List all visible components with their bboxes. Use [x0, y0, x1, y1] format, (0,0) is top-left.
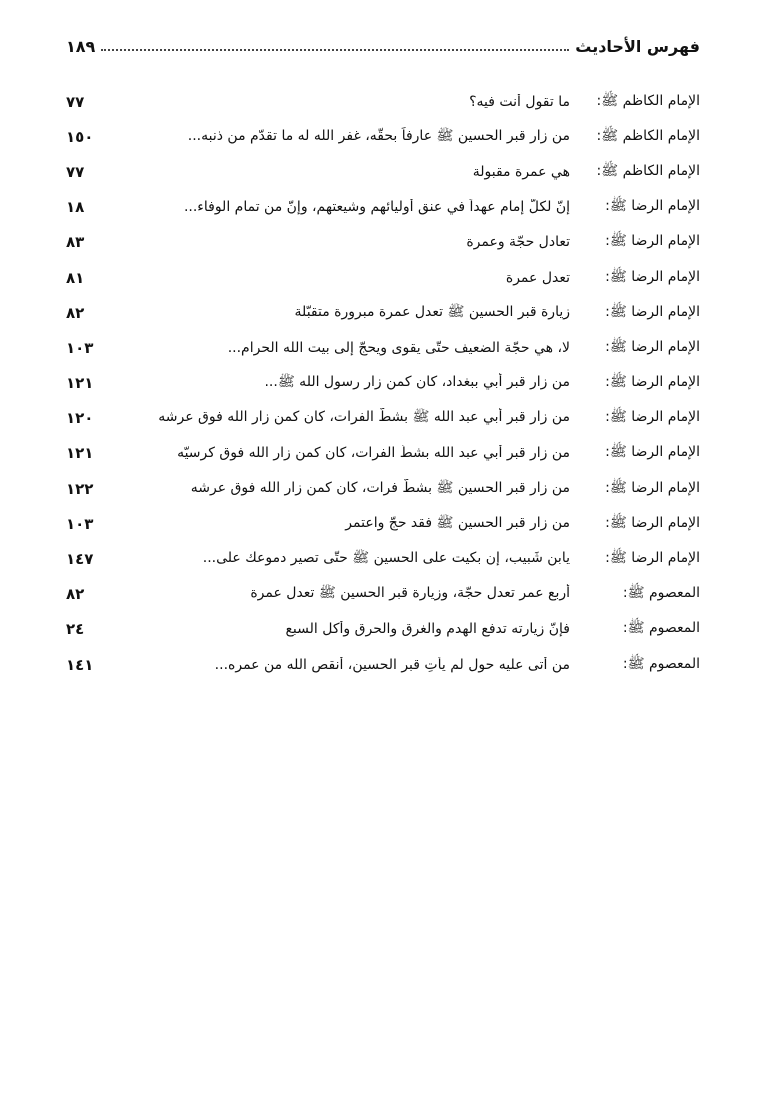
- hadith-text: من زار قبر الحسين ﷺ بشطّ فرات، كان كمن زار الله فوق عرشه: [190, 479, 570, 496]
- narrator-label: الإمام الرضا ﷺ:: [605, 409, 700, 426]
- narrator-label: الإمام الرضا ﷺ:: [605, 198, 700, 215]
- narrator-label: الإمام الرضا ﷺ:: [605, 338, 700, 355]
- narrator-label: الإمام الكاظم ﷺ:: [596, 127, 700, 144]
- header-page-number: ١٨٩: [66, 37, 96, 56]
- hadith-text: من زار قبر أبي عبد الله ﷺ بشطّ الفرات، كان كمن زار الله فوق عرشه: [158, 409, 570, 426]
- hadith-text: من زار قبر أبي ببغداد، كان كمن زار رسول الله ﷺ...: [264, 374, 570, 391]
- index-row: [66, 190, 700, 225]
- page-reference: ١٢٠: [66, 409, 94, 428]
- index-row: [66, 471, 700, 506]
- index-row: [66, 366, 700, 401]
- narrator-label: الإمام الكاظم ﷺ:: [596, 92, 700, 109]
- index-row: [66, 260, 700, 295]
- page-reference: ١٠٣: [66, 338, 94, 357]
- narrator-label: الإمام الرضا ﷺ:: [605, 444, 700, 461]
- page-reference: ٨١: [66, 268, 85, 287]
- page-reference: ١٢١: [66, 444, 94, 463]
- index-row: [66, 612, 700, 647]
- page-reference: ١٤١: [66, 655, 94, 674]
- narrator-label: الإمام الرضا ﷺ:: [605, 479, 700, 496]
- header-title: فهرس الأحاديث: [575, 37, 700, 56]
- hadith-text: من زار قبر أبي عبد الله بشطّ الفرات، كان كمن زار الله فوق كرسيّه: [177, 445, 570, 462]
- narrator-label: الإمام الكاظم ﷺ:: [596, 162, 700, 179]
- narrator-label: المعصوم ﷺ:: [622, 655, 700, 672]
- hadith-text: لا، هي حجّة الضعيف حتّى يقوى ويحجّ إلى بيت الله الحرام...: [227, 339, 570, 356]
- narrator-label: المعصوم ﷺ:: [622, 620, 700, 637]
- narrator-label: الإمام الرضا ﷺ:: [605, 374, 700, 391]
- narrator-label: الإمام الرضا ﷺ:: [605, 303, 700, 320]
- page-reference: ١٢١: [66, 374, 94, 393]
- page-reference: ٧٧: [66, 162, 85, 181]
- hadith-text: من زار قبر الحسين ﷺ فقد حجّ واعتمر: [345, 514, 570, 531]
- hadith-text: يابن شَبيب، إن بكيت على الحسين ﷺ حتّى تصير دموعك على...: [202, 550, 570, 567]
- index-row: [66, 401, 700, 436]
- hadith-text: تعادل حجّة وعمرة: [466, 234, 570, 251]
- hadith-text: أربع عمر تعدل حجّة، وزيارة قبر الحسين ﷺ تعدل عمرة: [250, 585, 570, 602]
- index-row: [66, 541, 700, 576]
- page-reference: ٨٣: [66, 233, 85, 252]
- index-row: [66, 295, 700, 330]
- narrator-label: الإمام الرضا ﷺ:: [605, 550, 700, 567]
- hadith-text: تعدل عمرة: [505, 269, 570, 286]
- page-reference: ١٤٧: [66, 550, 94, 569]
- index-row: [66, 84, 700, 119]
- page-reference: ٧٧: [66, 92, 85, 111]
- hadith-text: من أتى عليه حول لم يأتِ قبر الحسين، أنقص الله من عمره...: [214, 656, 570, 673]
- narrator-label: الإمام الرضا ﷺ:: [605, 233, 700, 250]
- index-row: [66, 647, 700, 682]
- page-reference: ٨٢: [66, 303, 85, 322]
- index-row: [66, 119, 700, 154]
- hadith-text: هي عمرة مقبولة: [472, 163, 570, 180]
- page-reference: ١٨: [66, 198, 85, 217]
- page-reference: ٨٢: [66, 585, 85, 604]
- index-row: [66, 436, 700, 471]
- hadith-index-list: [66, 84, 700, 682]
- page-reference: ٢٤: [66, 620, 85, 639]
- header-leader-dots: [101, 49, 569, 51]
- index-row: [66, 506, 700, 541]
- hadith-text: فإنّ زيارته تدفع الهدم والغرق والحرق وأكل السبع: [285, 621, 570, 638]
- narrator-label: الإمام الرضا ﷺ:: [605, 268, 700, 285]
- index-row: [66, 154, 700, 189]
- page-reference: ١٥٠: [66, 127, 94, 146]
- page-header: [66, 30, 700, 56]
- index-row: [66, 577, 700, 612]
- page-reference: ١٢٢: [66, 479, 94, 498]
- index-row: [66, 330, 700, 365]
- hadith-text: من زار قبر الحسين ﷺ عارفاً بحقّه، غفر الله له ما تقدّم من ذنبه...: [187, 127, 570, 144]
- hadith-text: زيارة قبر الحسين ﷺ تعدل عمرة مبرورة متقبّلة: [294, 303, 570, 320]
- page-reference: ١٠٣: [66, 514, 94, 533]
- index-row: [66, 225, 700, 260]
- hadith-text: إنّ لكلّ إمام عهداً في عنق أوليائهم وشيعتهم، وإنّ من تمام الوفاء...: [183, 199, 570, 216]
- narrator-label: الإمام الرضا ﷺ:: [605, 514, 700, 531]
- hadith-text: ما تقول أنت فيه؟: [469, 93, 570, 110]
- narrator-label: المعصوم ﷺ:: [622, 585, 700, 602]
